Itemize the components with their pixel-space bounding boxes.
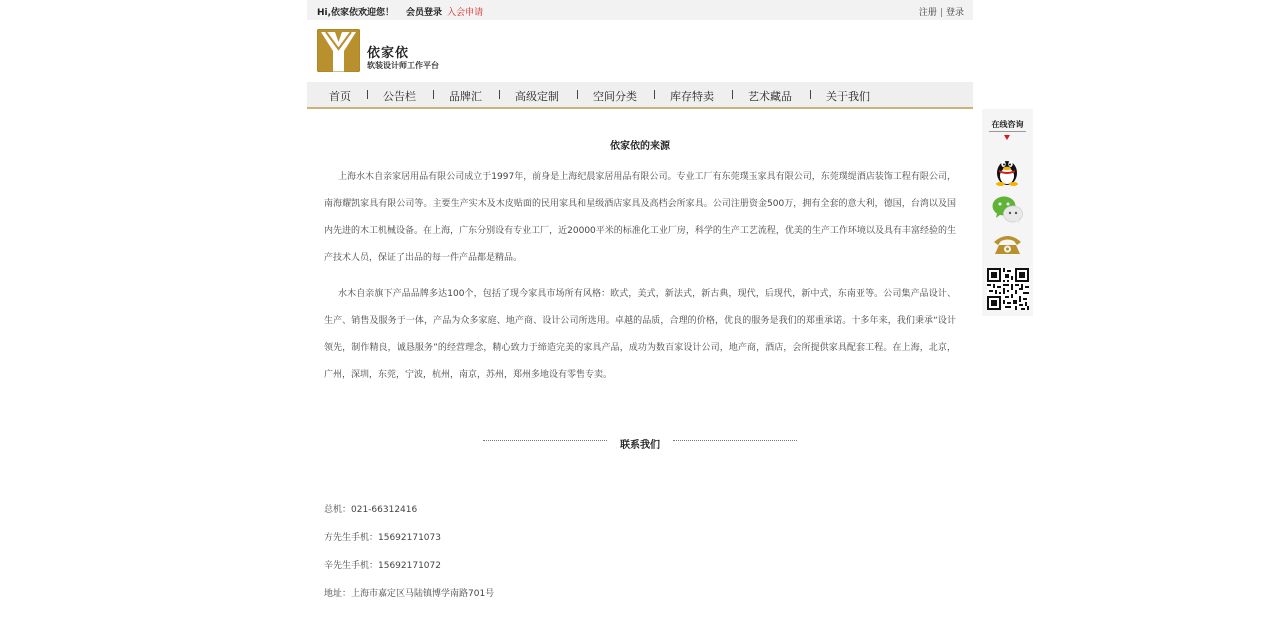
nav-item-art[interactable]: 艺术藏品 xyxy=(748,90,792,103)
brand-tagline: 软装设计师工作平台 xyxy=(367,61,439,70)
nav-separator xyxy=(499,90,500,99)
nav-item-about[interactable]: 关于我们 xyxy=(826,90,870,103)
contact-mobile-fang: 方先生手机：15692171073 xyxy=(324,533,441,543)
welcome-text: Hi,依家依欢迎您！ xyxy=(317,8,395,18)
nav-item-spaces[interactable]: 空间分类 xyxy=(593,90,637,103)
main-nav xyxy=(307,82,973,109)
logo-mark-icon xyxy=(317,29,360,72)
online-consult-title: 在线咨询 xyxy=(991,120,1024,129)
login-link[interactable]: 登录 xyxy=(945,8,964,18)
nav-item-brands[interactable]: 品牌汇 xyxy=(449,90,482,103)
qq-penguin-icon[interactable] xyxy=(990,153,1024,187)
register-link[interactable]: 注册 xyxy=(918,8,937,18)
nav-item-bulletin[interactable]: 公告栏 xyxy=(383,90,416,103)
nav-separator xyxy=(810,90,811,99)
join-link[interactable]: 入会申请 xyxy=(447,8,484,18)
top-bar-separator: | xyxy=(939,8,943,18)
qr-code-icon[interactable] xyxy=(987,268,1029,310)
brands-paragraph: 水木自亲旗下产品品牌多达100个，包括了现今家具市场所有风格：欧式，美式，新法式，新古典，现代，后现代，新中式，东南亚等。公司集产品设计、生产、销售及服务于一体，产品为众多家庭、地产商、设计公司所选用。卓越的品质，合理的价格，优良的服务是我们的郑重承诺。十多年来，我们秉承“设计领先，制作精良，诚恳服务”的经营理念，精心致力于缔造完美的家具产品，成功为数百家设计公司，地产商，酒店，会所提供家具配套工程。在上海，北京，广州，深圳，东莞，宁波，杭州，南京，苏州，郑州多地设有零售专卖。 xyxy=(324,289,956,380)
contact-mobile-xin: 辛先生手机：15692171072 xyxy=(324,561,441,571)
top-bar-right xyxy=(919,5,964,18)
member-login-link[interactable]: 会员登录 xyxy=(406,8,443,18)
page-title: 依家依的来源 xyxy=(610,141,670,152)
contact-heading xyxy=(483,436,797,450)
nav-item-custom[interactable]: 高级定制 xyxy=(515,90,559,103)
nav-item-home[interactable]: 首页 xyxy=(329,90,351,103)
contact-address: 地址：上海市嘉定区马陆镇博学南路701号 xyxy=(324,589,495,599)
down-arrow-icon xyxy=(1004,135,1010,140)
online-consult-panel xyxy=(982,109,1033,316)
side-divider xyxy=(989,131,1026,132)
site-logo[interactable] xyxy=(317,29,467,73)
nav-separator xyxy=(367,90,368,99)
top-bar-left xyxy=(317,5,483,18)
intro-paragraph: 上海水木自亲家居用品有限公司成立于1997年，前身是上海纪晨家居用品有限公司。专业工厂有东莞璞玉家具有限公司，东莞璞缇酒店装饰工程有限公司，南海耀凯家具有限公司等。主要生产实木及木皮贴面的民用家具和星级酒店家具及高档会所家具。公司注册资金500万，拥有全套的意大利，德国，台湾以及国内先进的木工机械设备。在上海，广东分别设有专业工厂，近20000平米的标准化工业厂房，科学的生产工艺流程，优美的生产工作环境以及具有丰富经验的生产技术人员，保证了出品的每一件产品都是精品。 xyxy=(324,172,956,263)
nav-separator xyxy=(433,90,434,99)
wechat-icon[interactable] xyxy=(991,195,1024,225)
brand-name: 依家依 xyxy=(367,46,410,61)
contact-switchboard: 总机：021-66312416 xyxy=(324,505,418,515)
contact-heading-text: 联系我们 xyxy=(620,440,660,451)
nav-separator xyxy=(654,90,655,99)
telephone-icon[interactable] xyxy=(992,233,1023,255)
nav-separator xyxy=(577,90,578,99)
nav-item-stock-sale[interactable]: 库存特卖 xyxy=(670,90,714,103)
top-bar xyxy=(307,0,973,20)
nav-separator xyxy=(732,90,733,99)
